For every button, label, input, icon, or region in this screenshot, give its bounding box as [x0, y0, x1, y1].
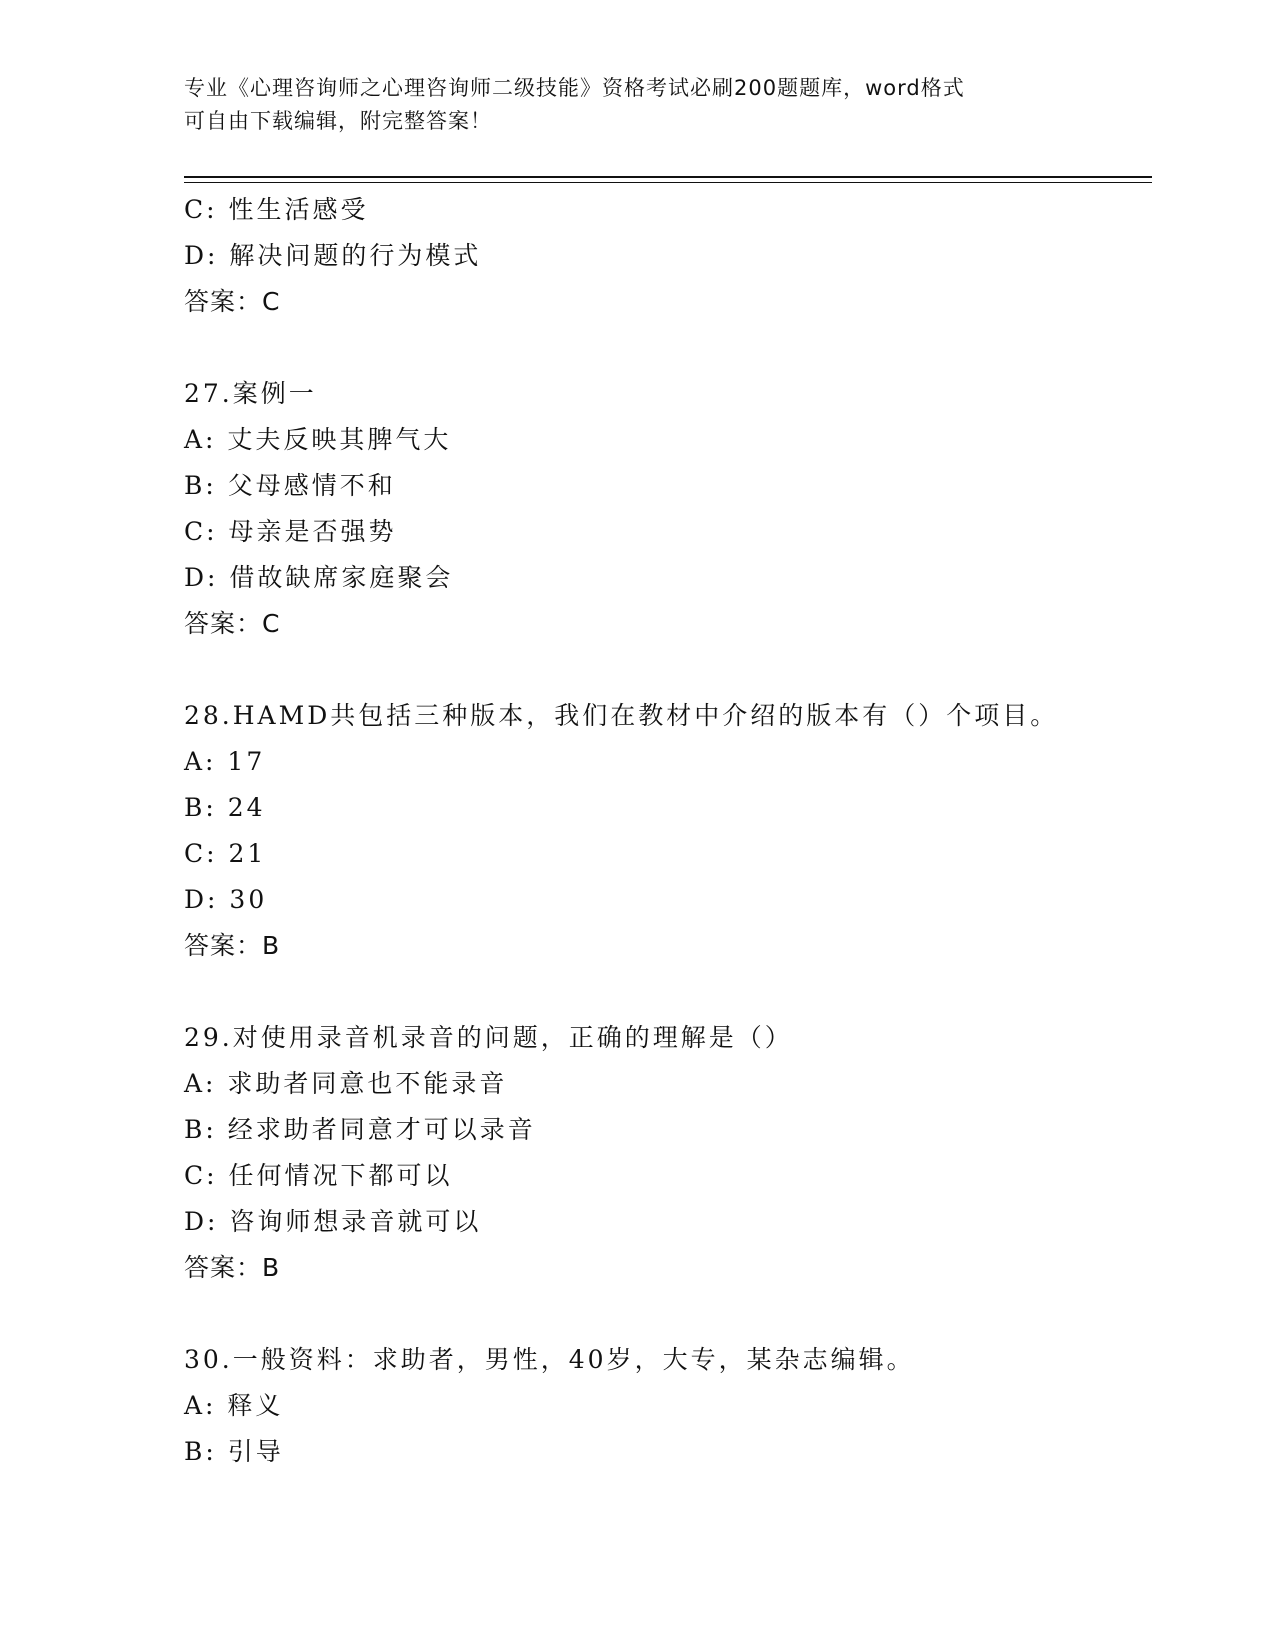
option-c: C: 21 [184, 839, 267, 868]
header-line-1: 专业《心理咨询师之心理咨询师二级技能》资格考试必刷200题题库，word格式 [184, 76, 965, 100]
question-list [184, 187, 1144, 1475]
option-c: C: 性生活感受 [184, 195, 369, 224]
option-a: A: 丈夫反映其脾气大 [184, 425, 452, 454]
question-stem: 29.对使用录音机录音的问题，正确的理解是（） [184, 1023, 793, 1052]
option-b: B: 经求助者同意才可以录音 [184, 1115, 536, 1144]
option-d: D: 咨询师想录音就可以 [184, 1207, 482, 1236]
option-a: A: 求助者同意也不能录音 [184, 1069, 508, 1098]
spacer [184, 647, 1144, 693]
option-c: C: 任何情况下都可以 [184, 1161, 453, 1190]
question-stem: 30.一般资料：求助者，男性，40岁，大专，某杂志编辑。 [184, 1345, 915, 1374]
option-b: B: 父母感情不和 [184, 471, 396, 500]
answer-line: 答案：B [184, 931, 281, 960]
option-b: B: 引导 [184, 1437, 284, 1466]
option-b: B: 24 [184, 793, 266, 822]
option-d: D: 30 [184, 885, 268, 914]
header-line-2: 可自由下载编辑，附完整答案！ [184, 109, 492, 133]
question-26-tail [184, 187, 1144, 325]
spacer [184, 969, 1144, 1015]
option-d: D: 解决问题的行为模式 [184, 241, 482, 270]
answer-line: 答案：C [184, 609, 281, 638]
header-divider-thick [184, 176, 1152, 178]
question-28 [184, 693, 1144, 969]
question-stem: 28.HAMD共包括三种版本，我们在教材中介绍的版本有（）个项目。 [184, 701, 1059, 730]
spacer [184, 325, 1144, 371]
answer-line: 答案：C [184, 287, 281, 316]
question-30 [184, 1337, 1144, 1475]
option-d: D: 借故缺席家庭聚会 [184, 563, 454, 592]
question-29 [184, 1015, 1144, 1291]
answer-line: 答案：B [184, 1253, 281, 1282]
option-a: A: 释义 [184, 1391, 284, 1420]
option-a: A: 17 [184, 747, 266, 776]
question-27 [184, 371, 1144, 647]
header-divider-thin [184, 182, 1152, 183]
question-stem: 27.案例一 [184, 379, 317, 408]
option-c: C: 母亲是否强势 [184, 517, 397, 546]
document-header [184, 72, 1064, 138]
spacer [184, 1291, 1144, 1337]
